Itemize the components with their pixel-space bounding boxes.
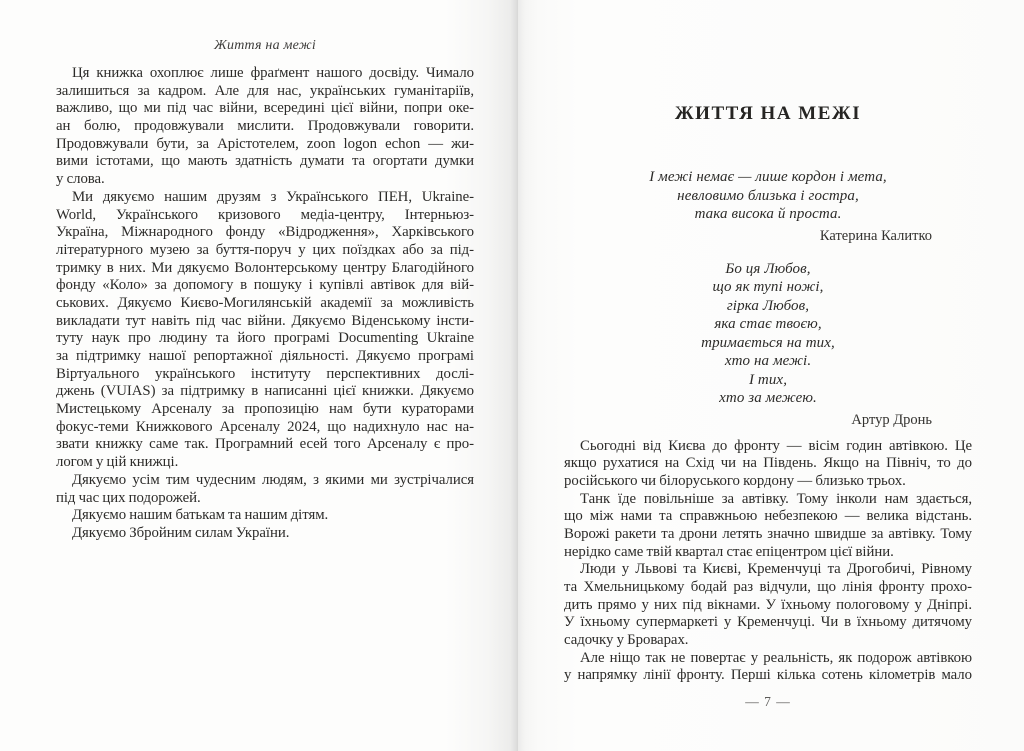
text-line: Україна, Міжнародного фонду «Відродження», Харківського	[56, 224, 474, 241]
paragraph	[564, 561, 972, 649]
text-line: Дякуємо усім тим чудесним людям, з якими ми зустрічалися	[72, 471, 474, 488]
epigraph	[564, 168, 972, 245]
poem-line: тримається на тих,	[701, 334, 835, 351]
text-line: та Хмельницькому бодай раз відчули, що лінія фронту прохо-	[564, 579, 972, 595]
text-line: за підтримку нашої репортажної діяльності. Дякуємо програмі	[56, 348, 474, 364]
text-line: логом у цій книжці.	[56, 454, 179, 471]
paragraph	[56, 65, 474, 189]
page-number: — 7 —	[745, 694, 791, 709]
text-line: дить прямо у них під вікнами. У їхньому пологовому у Дніпрі.	[564, 596, 972, 613]
chapter-title: ЖИТТЯ НА МЕЖІ	[674, 103, 862, 124]
text-line: що між нами та справжньою небезпекою — велика відстань.	[564, 508, 972, 525]
text-line: нерідко саме твій квартал стає епіцентром цієї війни.	[564, 543, 894, 560]
paragraph	[56, 189, 474, 472]
poem-line: що як тупі ножі,	[712, 279, 824, 295]
poem-line: така висока й проста.	[694, 206, 842, 222]
epigraph-attribution: Артур Дронь	[851, 411, 932, 428]
text-line: туту наук про людину та його програмі Documenting Ukraine	[56, 330, 474, 347]
text-line: ськових. Дякуємо Києво-Могилянській академії за можливість	[56, 294, 474, 311]
left-page-body	[56, 65, 474, 543]
text-line: Танк їде повільніше за автівку. Тому інколи нам здається,	[580, 490, 972, 507]
text-line: садочку у Броварах.	[564, 632, 689, 649]
paragraph	[564, 650, 972, 685]
text-line: залишиться за кадром. Але для нас, українських гуманітаріїв,	[56, 82, 474, 99]
text-line: тримку в них. Ми дякуємо Волонтерському центру Благодійного	[56, 259, 474, 276]
poem-line: невловимо близька і гостра,	[677, 187, 859, 204]
text-line: World, Українського кризового медіа-центру, Інтерньюз-	[56, 206, 474, 223]
text-line: фокус-теми Книжкового Арсеналу 2024, що надихнуло нас на-	[56, 418, 474, 435]
paragraph	[56, 525, 474, 543]
text-line: ан болю, продовжували мислити. Продовжували говорити.	[56, 118, 474, 135]
text-line: звати книжку саме так. Програмний есей того Арсеналу є про-	[56, 436, 474, 453]
text-line: якщо рухатися на Схід чи на Південь. Якщо на Північ, то до	[564, 455, 972, 472]
poem-line: І межі немає — лише кордон і мета,	[649, 169, 887, 185]
text-line: Люди у Львові та Києві, Кременчуці та Дрогобичі, Рівному	[580, 561, 972, 578]
poem-line: яка стає твоєю,	[714, 316, 822, 332]
text-line: викладати тут навіть під час війни. Дякуємо Віденському інсти-	[56, 312, 474, 329]
paragraph	[564, 438, 972, 491]
text-line: під час цих подорожей.	[56, 489, 201, 506]
text-line: Ворожі ракети та дрони летять значно швидше за автівку. Тому	[564, 525, 972, 542]
text-line: Віртуального українського інституту перспективних дослі-	[56, 365, 474, 382]
poem-line: Бо ця Любов,	[725, 260, 811, 277]
text-line: Ми дякуємо нашим друзям з Українського ПЕН, Ukraine-	[72, 188, 474, 205]
poem-line: гірка Любов,	[726, 297, 810, 314]
text-line: фонду «Коло» за допомогу в пошуку і купівлі автівок для вій-	[56, 277, 474, 294]
text-line: Але ніщо так не повертає у реальність, як подорож автівкою	[580, 649, 972, 666]
poem-line: І тих,	[748, 371, 788, 388]
text-line: літературного музею за буття-поруч у цих поїздках або за під-	[56, 241, 474, 258]
text-line: у слова.	[56, 171, 105, 188]
paragraph	[56, 507, 474, 525]
left-page-content	[56, 38, 474, 543]
text-line: вими істотами, що мають здатність думати та огортати думки	[56, 153, 474, 170]
text-line: Сьогодні від Києва до фронту — вісім годин автівкою. Це	[580, 437, 972, 454]
epigraph-attribution: Катерина Калитко	[819, 227, 932, 244]
epigraph	[564, 260, 972, 429]
text-line: Дякуємо Збройним силам України.	[72, 524, 290, 541]
text-line: важливо, що ми під час війни, всередині цієї війни, попри оке-	[56, 100, 474, 117]
right-page-body	[564, 438, 972, 686]
poem-line: хто за межею.	[719, 390, 817, 406]
paragraph	[56, 472, 474, 507]
running-header: Життя на межі	[214, 38, 316, 53]
right-page	[518, 0, 1024, 751]
text-line: У їхньому супермаркеті у Кременчуці. Чи в їхньому дитячому	[564, 614, 972, 631]
text-line: джень (VUIAS) за підтримку в написанні цієї книжки. Дякуємо	[56, 383, 474, 400]
text-line: Продовжували бути, за Арістотелем, zoon logon echon — жи-	[56, 135, 474, 152]
text-line: Мистецькому Арсеналу за пропозицію нам бути кураторами	[56, 401, 474, 418]
text-line: у напрямку лінії фронту. Перші кілька сотень кілометрів мало	[564, 667, 972, 684]
paragraph	[564, 491, 972, 562]
right-page-content	[564, 0, 972, 685]
epigraphs	[564, 168, 972, 429]
text-line: російського чи білоруського кордону — близько трьох.	[564, 472, 906, 489]
poem-line: хто на межі.	[724, 353, 812, 369]
text-line: Ця книжка охоплює лише фраґмент нашого досвіду. Чимало	[72, 65, 474, 81]
text-line: Дякуємо нашим батькам та нашим дітям.	[72, 507, 329, 524]
